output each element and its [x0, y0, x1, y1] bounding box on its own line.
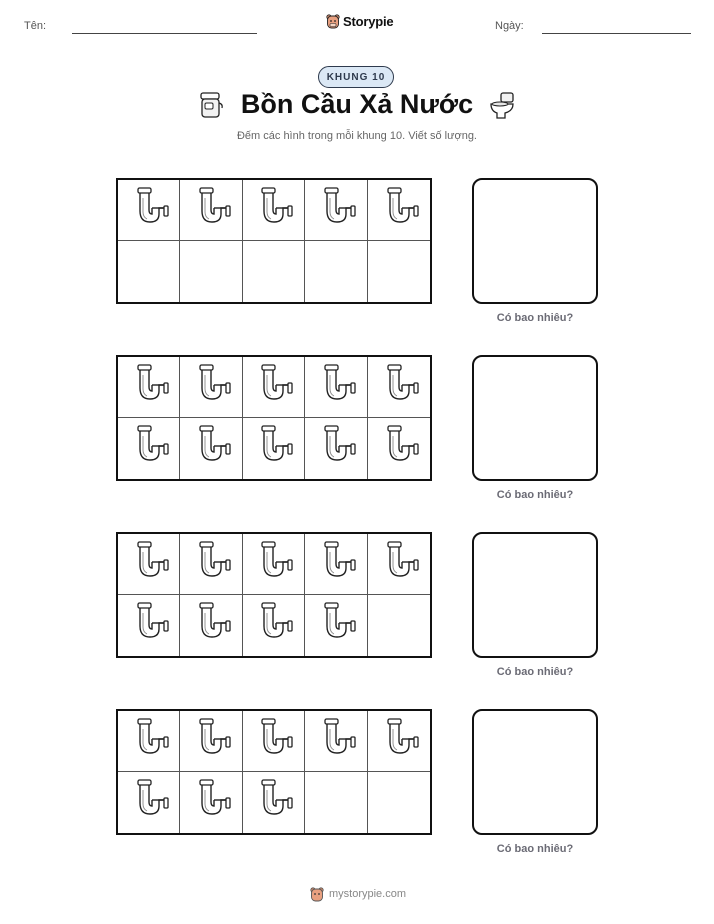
frame-cell: [243, 418, 305, 479]
frame-cell: [180, 180, 242, 241]
drain-pipe-icon: [379, 186, 419, 235]
page-title: Bồn Cầu Xả Nước: [240, 89, 474, 119]
drain-pipe-icon: [316, 186, 356, 235]
frame-cell: [368, 357, 430, 418]
drain-pipe-icon: [129, 601, 169, 650]
frame-cell: [305, 357, 367, 418]
frame-cell: [118, 772, 180, 833]
frame-cell: [118, 241, 180, 302]
drain-pipe-icon: [253, 186, 293, 235]
drain-pipe-icon: [191, 717, 231, 766]
name-line[interactable]: [72, 33, 257, 34]
drain-pipe-icon: [191, 363, 231, 412]
frame-cell: [305, 772, 367, 833]
drain-pipe-icon: [379, 717, 419, 766]
drain-pipe-icon: [129, 540, 169, 589]
footer-url[interactable]: mystorypie.com: [329, 888, 407, 900]
storypie-bear-icon: [326, 13, 340, 29]
frame-cell: [243, 711, 305, 772]
brand-name: Storypie: [343, 13, 394, 29]
frame-cell: [368, 180, 430, 241]
drain-pipe-icon: [316, 717, 356, 766]
question-label: Có bao nhiêu?: [496, 312, 574, 324]
drain-pipe-icon: [316, 601, 356, 650]
ten-frame: [116, 355, 432, 481]
storypie-bear-icon: [309, 886, 325, 902]
toilet-icon: [489, 91, 515, 121]
frame-cell: [118, 595, 180, 656]
drain-pipe-icon: [129, 186, 169, 235]
frame-cell: [243, 595, 305, 656]
question-label: Có bao nhiêu?: [496, 666, 574, 678]
drain-pipe-icon: [316, 540, 356, 589]
drain-pipe-icon: [253, 540, 293, 589]
drain-pipe-icon: [129, 778, 169, 827]
frame-cell: [180, 241, 242, 302]
answer-box[interactable]: [472, 178, 598, 304]
answer-box[interactable]: [472, 709, 598, 835]
question-label: Có bao nhiêu?: [496, 843, 574, 855]
date-label: Ngày:: [495, 20, 524, 32]
name-label: Tên:: [24, 20, 47, 32]
frame-cell: [368, 241, 430, 302]
frame-cell: [368, 534, 430, 595]
drain-pipe-icon: [253, 363, 293, 412]
frame-cell: [368, 418, 430, 479]
frame-cell: [243, 534, 305, 595]
frame-cell: [180, 772, 242, 833]
drain-pipe-icon: [191, 424, 231, 473]
answer-box[interactable]: [472, 355, 598, 481]
frame-cell: [243, 772, 305, 833]
drain-pipe-icon: [129, 424, 169, 473]
drain-pipe-icon: [191, 186, 231, 235]
frame-cell: [305, 595, 367, 656]
frame-cell: [180, 711, 242, 772]
question-label: Có bao nhiêu?: [496, 489, 574, 501]
date-line[interactable]: [542, 33, 691, 34]
footer: [309, 886, 406, 902]
frame-cell: [305, 241, 367, 302]
answer-box[interactable]: [472, 532, 598, 658]
drain-pipe-icon: [191, 540, 231, 589]
drain-pipe-icon: [191, 778, 231, 827]
frame-cell: [243, 180, 305, 241]
frame-cell: [180, 534, 242, 595]
ten-frame: [116, 178, 432, 304]
frame-cell: [180, 418, 242, 479]
instructions: Đếm các hình trong mỗi khung 10. Viết số lượng.: [236, 130, 477, 142]
frame-cell: [180, 595, 242, 656]
drain-pipe-icon: [253, 717, 293, 766]
frame-cell: [368, 772, 430, 833]
frame-cell: [118, 534, 180, 595]
frame-cell: [243, 241, 305, 302]
frame-cell: [368, 711, 430, 772]
drain-pipe-icon: [379, 363, 419, 412]
drain-pipe-icon: [191, 601, 231, 650]
topic-badge: KHUNG 10: [318, 66, 394, 88]
drain-pipe-icon: [379, 424, 419, 473]
frame-cell: [368, 595, 430, 656]
drain-pipe-icon: [316, 424, 356, 473]
drain-pipe-icon: [253, 778, 293, 827]
ten-frame: [116, 709, 432, 835]
drain-pipe-icon: [316, 363, 356, 412]
drain-pipe-icon: [253, 601, 293, 650]
frame-cell: [180, 357, 242, 418]
drain-pipe-icon: [379, 540, 419, 589]
brand-logo: [326, 13, 393, 29]
frame-cell: [305, 534, 367, 595]
drain-pipe-icon: [129, 363, 169, 412]
frame-cell: [305, 418, 367, 479]
ten-frame: [116, 532, 432, 658]
drain-pipe-icon: [129, 717, 169, 766]
frame-cell: [118, 357, 180, 418]
frame-cell: [305, 180, 367, 241]
frame-cell: [118, 418, 180, 479]
drain-pipe-icon: [253, 424, 293, 473]
frame-cell: [118, 180, 180, 241]
frame-cell: [305, 711, 367, 772]
frame-cell: [118, 711, 180, 772]
frame-cell: [243, 357, 305, 418]
